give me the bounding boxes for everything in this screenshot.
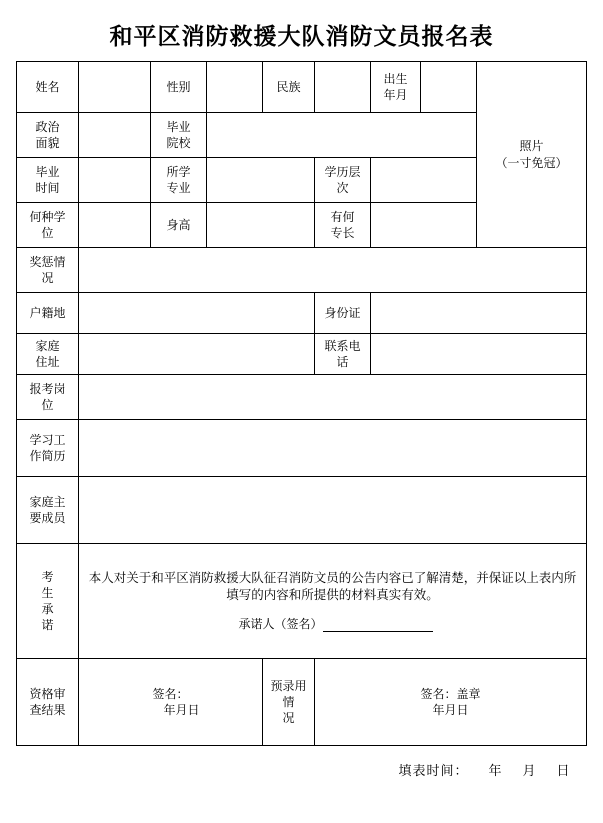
photo-box[interactable] [477, 62, 587, 248]
field-school[interactable] [207, 113, 477, 158]
table-row [17, 544, 587, 659]
label-work-history-line2: 作简历 [29, 449, 66, 463]
label-political-status-line1: 政治 [35, 119, 60, 134]
label-pre-hire [263, 659, 315, 746]
label-rewards [17, 248, 79, 293]
label-applied-post-line2: 位 [41, 398, 54, 412]
fill-date-month[interactable]: 月 [522, 763, 537, 778]
label-graduation-time-line2: 时间 [35, 181, 60, 195]
fill-date-year[interactable]: 年 [488, 763, 503, 778]
label-work-history-line1: 学习工 [29, 432, 66, 447]
label-birth-date [371, 62, 421, 113]
field-major[interactable] [207, 158, 315, 203]
label-degree-level [315, 158, 371, 203]
label-rewards-line1: 奖惩情 [29, 254, 66, 269]
label-address-line2: 住址 [35, 355, 60, 369]
field-height[interactable] [207, 203, 315, 248]
table-row [17, 375, 587, 420]
label-pre-hire-line2: 况 [282, 711, 295, 726]
field-political-status[interactable] [79, 113, 151, 158]
label-applied-post-line1: 报考岗 [29, 381, 66, 396]
label-degree-level-line2: 次 [336, 181, 349, 195]
field-rewards[interactable] [79, 248, 587, 293]
promise-char-2: 生 [41, 585, 54, 600]
table-row [17, 293, 587, 334]
pre-hire-date-label: 年月日 [432, 703, 469, 717]
label-pre-hire-line1: 预录用情 [270, 678, 307, 709]
label-graduation-time [17, 158, 79, 203]
label-what-degree-line2: 位 [41, 226, 54, 240]
promise-char-4: 诺 [41, 618, 54, 633]
label-political-status [17, 113, 79, 158]
field-work-history[interactable] [79, 420, 587, 477]
label-family-members-line2: 要成员 [29, 511, 66, 525]
pre-hire-sign-label: 签名：盖章 [420, 686, 481, 701]
field-id-number[interactable] [371, 293, 587, 334]
label-graduation-time-line1: 毕业 [35, 164, 60, 179]
label-specialty-line2: 专长 [330, 226, 355, 240]
field-family-members[interactable] [79, 477, 587, 544]
field-qualification-result[interactable] [79, 659, 263, 746]
field-gender[interactable] [207, 62, 263, 113]
label-phone: 联系电话 [315, 334, 371, 375]
promise-signature-line [83, 616, 582, 632]
fill-date-line [17, 760, 587, 779]
field-what-degree[interactable] [79, 203, 151, 248]
table-row [17, 477, 587, 544]
field-name[interactable] [79, 62, 151, 113]
promise-char-1: 考 [41, 569, 54, 584]
table-row [17, 62, 587, 113]
field-phone[interactable] [371, 334, 587, 375]
field-address[interactable] [79, 334, 315, 375]
label-family-members [17, 477, 79, 544]
field-pre-hire[interactable] [315, 659, 587, 746]
promise-signature-field[interactable] [323, 619, 433, 632]
field-birth-date[interactable] [421, 62, 477, 113]
table-row [17, 248, 587, 293]
promise-char-3: 承 [41, 602, 54, 616]
qualification-date-label: 年月日 [163, 703, 200, 717]
label-address-line1: 家庭 [35, 338, 60, 353]
label-candidate-promise [17, 544, 79, 659]
label-household: 户籍地 [17, 293, 79, 334]
label-school-line1: 毕业 [166, 119, 191, 134]
fill-date-day[interactable]: 日 [556, 763, 571, 778]
label-major-line2: 专业 [166, 181, 191, 195]
qualification-sign-label: 签名： [152, 686, 189, 701]
table-row [17, 420, 587, 477]
table-row [17, 334, 587, 375]
label-birth-date-line2: 年月 [383, 88, 408, 102]
label-ethnicity: 民族 [263, 62, 315, 113]
label-degree-level-line1: 学历层 [324, 164, 361, 179]
field-degree-level[interactable] [371, 158, 477, 203]
label-school [151, 113, 207, 158]
promise-body [79, 544, 587, 659]
promise-signer-label: 承诺人（签名） [238, 616, 323, 631]
field-graduation-time[interactable] [79, 158, 151, 203]
label-birth-date-line1: 出生 [383, 71, 408, 86]
label-work-history [17, 420, 79, 477]
label-specialty-line1: 有何 [330, 209, 355, 224]
label-major [151, 158, 207, 203]
label-id-number: 身份证 [315, 293, 371, 334]
label-what-degree [17, 203, 79, 248]
label-specialty [315, 203, 371, 248]
label-family-members-line1: 家庭主 [29, 494, 66, 509]
promise-text: 本人对关于和平区消防救援大队征召消防文员的公告内容已了解清楚，并保证以上表内所填写的内容和所提供的材料真实有效。 [88, 571, 577, 602]
label-major-line1: 所学 [166, 164, 191, 179]
form-page [0, 18, 603, 823]
field-applied-post[interactable] [79, 375, 587, 420]
field-household[interactable] [79, 293, 315, 334]
label-address [17, 334, 79, 375]
page-title: 和平区消防救援大队消防文员报名表 [109, 24, 494, 49]
label-qualification-result [17, 659, 79, 746]
table-row [17, 659, 587, 746]
label-school-line2: 院校 [166, 136, 191, 150]
label-height: 身高 [151, 203, 207, 248]
label-rewards-line2: 况 [41, 271, 54, 285]
label-what-degree-line1: 何种学 [29, 209, 66, 224]
field-specialty[interactable] [371, 203, 477, 248]
label-political-status-line2: 面貌 [35, 136, 60, 150]
photo-label-line1: 照片 [519, 139, 544, 154]
label-applied-post [17, 375, 79, 420]
field-ethnicity[interactable] [315, 62, 371, 113]
application-form-table [16, 61, 587, 746]
label-gender: 性别 [151, 62, 207, 113]
fill-date-label: 填表时间： [398, 763, 469, 778]
label-qualification-result-line2: 查结果 [29, 703, 66, 717]
label-qualification-result-line1: 资格审 [29, 686, 66, 701]
photo-label-line2: （一寸免冠） [495, 155, 568, 170]
label-name: 姓名 [17, 62, 79, 113]
